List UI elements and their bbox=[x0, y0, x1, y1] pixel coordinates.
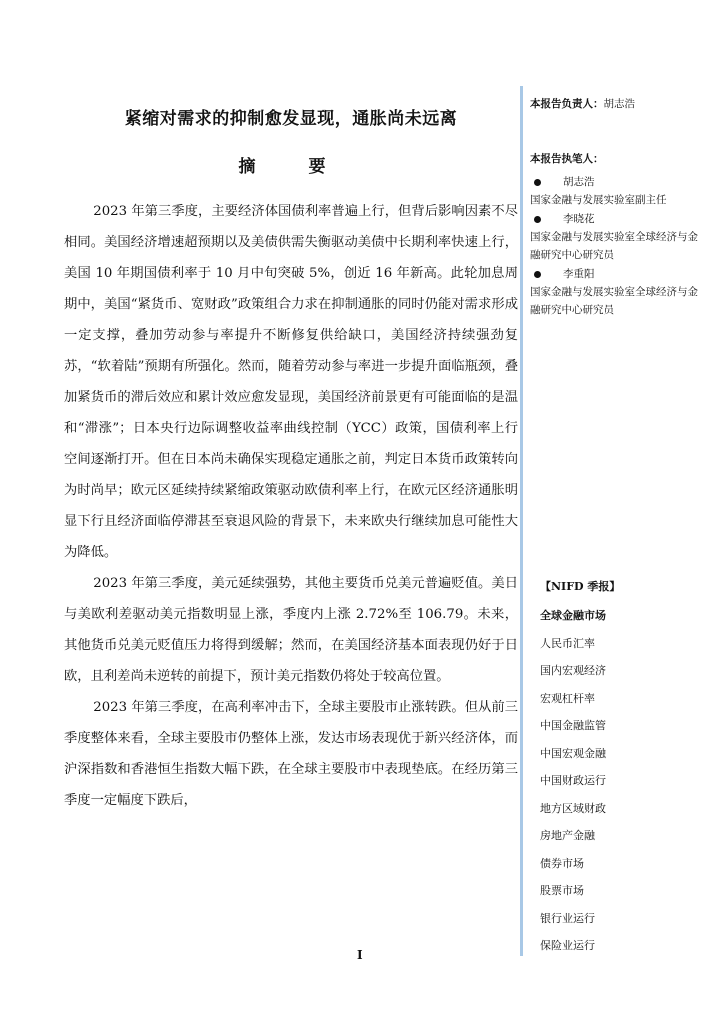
nifd-item: 保险业运行 bbox=[540, 939, 595, 952]
bullet-icon bbox=[534, 216, 541, 223]
author-name: 李重阳 bbox=[563, 268, 595, 280]
bullet-icon bbox=[534, 179, 541, 186]
author-item bbox=[530, 265, 706, 319]
abstract-body bbox=[64, 196, 518, 816]
author-item bbox=[530, 173, 706, 209]
author-org: 国家金融与发展实验室全球经济与金融研究中心研究员 bbox=[530, 231, 698, 261]
nifd-item: 股票市场 bbox=[540, 884, 584, 897]
nifd-item: 银行业运行 bbox=[540, 911, 595, 925]
bullet-icon bbox=[534, 271, 541, 278]
author-item bbox=[530, 210, 706, 264]
author-name: 李晓花 bbox=[563, 213, 595, 225]
nifd-item: 宏观杠杆率 bbox=[540, 691, 595, 705]
nifd-series bbox=[540, 578, 700, 960]
nifd-item: 中国财政运行 bbox=[540, 774, 606, 787]
nifd-item: 全球金融市场 bbox=[540, 609, 606, 622]
abstract-paragraph-3: 2023 年第三季度，在高利率冲击下，全球主要股市止涨转跌。但从前三季度整体来看，全球主要股市仍整体上涨，发达市场表现优于新兴经济体，而沪深指数和香港恒生指数大幅下跌，在全球主要股市中表现垫底。在经历第三季度一定幅度下跌后， bbox=[64, 700, 518, 808]
abstract-paragraph-2: 2023 年第三季度，美元延续强势，其他主要货币兑美元普遍贬值。美日与美欧利差驱动美元指数明显上涨，季度内上涨 2.72%至 106.79。未来，其他货币兑美元贬值压力将得到缓解；然而，在美国经济基本面表现仍好于日欧，且利差尚未逆转的前提下，预计美元指数仍将处于较高位置。 bbox=[64, 576, 518, 684]
nifd-item: 人民币汇率 bbox=[540, 636, 595, 650]
nifd-item: 中国金融监管 bbox=[540, 719, 606, 732]
author-name: 胡志浩 bbox=[563, 176, 595, 188]
abstract-heading: 摘 要 bbox=[238, 157, 344, 177]
responsible-label: 本报告负责人： bbox=[530, 98, 604, 110]
responsible-person bbox=[530, 95, 635, 113]
nifd-item: 地方区域财政 bbox=[540, 801, 606, 815]
nifd-item: 国内宏观经济 bbox=[540, 664, 606, 677]
responsible-name: 胡志浩 bbox=[603, 98, 635, 110]
writers-label: 本报告执笔人： bbox=[530, 153, 604, 165]
nifd-item: 债券市场 bbox=[540, 856, 584, 870]
nifd-item: 房地产金融 bbox=[540, 829, 595, 842]
abstract-paragraph-1: 2023 年第三季度，主要经济体国债利率普遍上行，但背后影响因素不尽相同。美国经济增速超预期以及美债供需失衡驱动美债中长期利率快速上行，美国 10 年期国债利率于 10 月中旬突破 5%，创近 16 年新高。此轮加息周期中，美国“紧货币、宽财政”政策组合力求在抑制通胀的同时仍能对需求形成一定支撑，叠加劳动参与率提升不断修复供给缺口，美国经济持续强劲复苏，“软着陆”预期有所强化。然而，随着劳动参与率进一步提升面临瓶颈，叠加紧货币的滞后效应和累计效应愈发显现，美国经济前景更有可能面临的是温和“滞涨”；日本央行边际调整收益率曲线控制（YCC）政策，国债利率上行空间逐渐打开。但在日本尚未确保实现稳定通胀之前，判定日本货币政策转向为时尚早；欧元区延续持续紧缩政策驱动欧债利率上行，在欧元区经济通胀明显下行且经济面临停滞甚至衰退风险的背景下，未来欧央行继续加息可能性大为降低。 bbox=[64, 204, 518, 560]
report-title: 紧缩对需求的抑制愈发显现，通胀尚未远离 bbox=[124, 109, 458, 129]
sidebar-divider bbox=[520, 86, 523, 956]
author-list bbox=[530, 173, 706, 320]
nifd-item: 中国宏观金融 bbox=[540, 746, 606, 760]
nifd-heading: 【NIFD 季报】 bbox=[540, 580, 621, 593]
author-org: 国家金融与发展实验室全球经济与金融研究中心研究员 bbox=[530, 286, 698, 316]
page-number: I bbox=[357, 948, 363, 962]
author-org: 国家金融与发展实验室副主任 bbox=[530, 194, 667, 206]
